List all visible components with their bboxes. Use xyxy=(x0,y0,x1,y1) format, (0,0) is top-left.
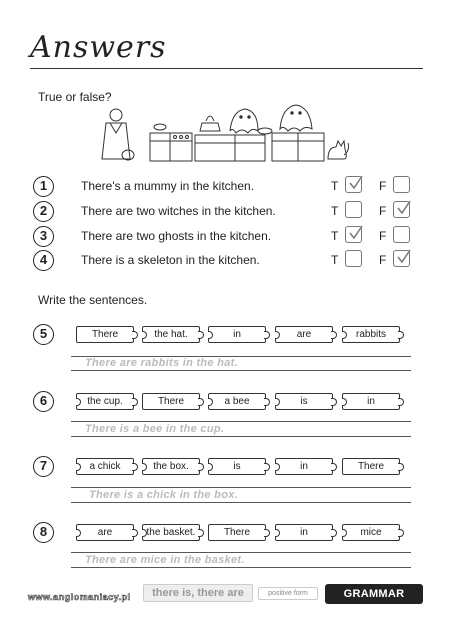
tf-item-4 xyxy=(33,250,413,272)
check-icon xyxy=(347,175,364,192)
word-piece[interactable]: a chick xyxy=(76,458,134,475)
sentence-item-7 xyxy=(33,456,423,516)
sentence-item-5 xyxy=(33,324,423,384)
word-piece[interactable]: are xyxy=(275,326,333,343)
false-checkbox[interactable] xyxy=(393,176,410,193)
section1-instruction: True or false? xyxy=(38,90,112,104)
false-label: F xyxy=(379,229,387,243)
true-checkbox[interactable] xyxy=(345,250,362,267)
writing-line xyxy=(71,421,411,422)
word-piece[interactable]: are xyxy=(76,524,134,541)
tf-item-2 xyxy=(33,201,413,223)
title-underline xyxy=(30,68,423,69)
footer-url: www.anglomaniacy.pl xyxy=(28,592,131,602)
true-checkbox[interactable] xyxy=(345,226,362,243)
writing-line xyxy=(71,552,411,553)
word-piece[interactable]: rabbits xyxy=(342,326,400,343)
answer-text: There is a chick in the box. xyxy=(89,489,238,501)
item-number: 1 xyxy=(33,176,54,197)
footer-form: positive form xyxy=(258,587,318,600)
word-piece[interactable]: in xyxy=(342,393,400,410)
answer-text: There is a bee in the cup. xyxy=(85,423,225,435)
statement-text: There's a mummy in the kitchen. xyxy=(81,179,255,193)
word-piece[interactable]: is xyxy=(208,458,266,475)
false-checkbox[interactable] xyxy=(393,226,410,243)
false-checkbox[interactable] xyxy=(393,201,410,218)
item-number: 4 xyxy=(33,250,54,271)
writing-line xyxy=(71,370,411,371)
item-number: 7 xyxy=(33,456,54,477)
false-label: F xyxy=(379,204,387,218)
statement-text: There are two witches in the kitchen. xyxy=(81,204,276,218)
word-piece[interactable]: mice xyxy=(342,524,400,541)
statement-text: There is a skeleton in the kitchen. xyxy=(81,253,260,267)
item-number: 8 xyxy=(33,522,54,543)
kitchen-illustration xyxy=(100,103,350,165)
true-label: T xyxy=(331,229,339,243)
item-number: 5 xyxy=(33,324,54,345)
false-checkbox[interactable] xyxy=(393,250,410,267)
word-piece[interactable]: There xyxy=(76,326,134,343)
sentence-item-6 xyxy=(33,391,423,451)
word-piece[interactable]: in xyxy=(275,524,333,541)
item-number: 2 xyxy=(33,201,54,222)
section2-instruction: Write the sentences. xyxy=(38,293,148,307)
true-checkbox[interactable] xyxy=(345,176,362,193)
word-piece[interactable]: a bee xyxy=(208,393,266,410)
true-label: T xyxy=(331,253,339,267)
true-label: T xyxy=(331,179,339,193)
word-piece[interactable]: the basket. xyxy=(142,524,200,541)
check-icon xyxy=(395,249,412,266)
item-number: 3 xyxy=(33,226,54,247)
check-icon xyxy=(395,200,412,217)
false-label: F xyxy=(379,253,387,267)
tf-item-1 xyxy=(33,176,413,198)
word-piece[interactable]: in xyxy=(208,326,266,343)
word-piece[interactable]: the hat. xyxy=(142,326,200,343)
brand-logo: GRAMMAR HELPERS xyxy=(325,584,423,604)
item-number: 6 xyxy=(33,391,54,412)
writing-line xyxy=(71,436,411,437)
word-piece[interactable]: the box. xyxy=(142,458,200,475)
false-label: F xyxy=(379,179,387,193)
tf-item-3 xyxy=(33,226,413,248)
answer-text: There are rabbits in the hat. xyxy=(85,357,238,369)
writing-line xyxy=(71,567,411,568)
true-checkbox[interactable] xyxy=(345,201,362,218)
writing-line xyxy=(71,502,411,503)
writing-line xyxy=(71,487,411,488)
check-icon xyxy=(347,225,364,242)
true-label: T xyxy=(331,204,339,218)
sentence-item-8 xyxy=(33,522,423,582)
word-piece[interactable]: There xyxy=(208,524,266,541)
word-piece[interactable]: the cup. xyxy=(76,393,134,410)
word-piece[interactable]: There xyxy=(342,458,400,475)
footer-topic: there is, there are xyxy=(143,584,253,602)
word-piece[interactable]: is xyxy=(275,393,333,410)
word-piece[interactable]: in xyxy=(275,458,333,475)
page-title: Answers xyxy=(30,30,167,65)
word-piece[interactable]: There xyxy=(142,393,200,410)
statement-text: There are two ghosts in the kitchen. xyxy=(81,229,272,243)
answer-text: There are mice in the basket. xyxy=(85,554,245,566)
